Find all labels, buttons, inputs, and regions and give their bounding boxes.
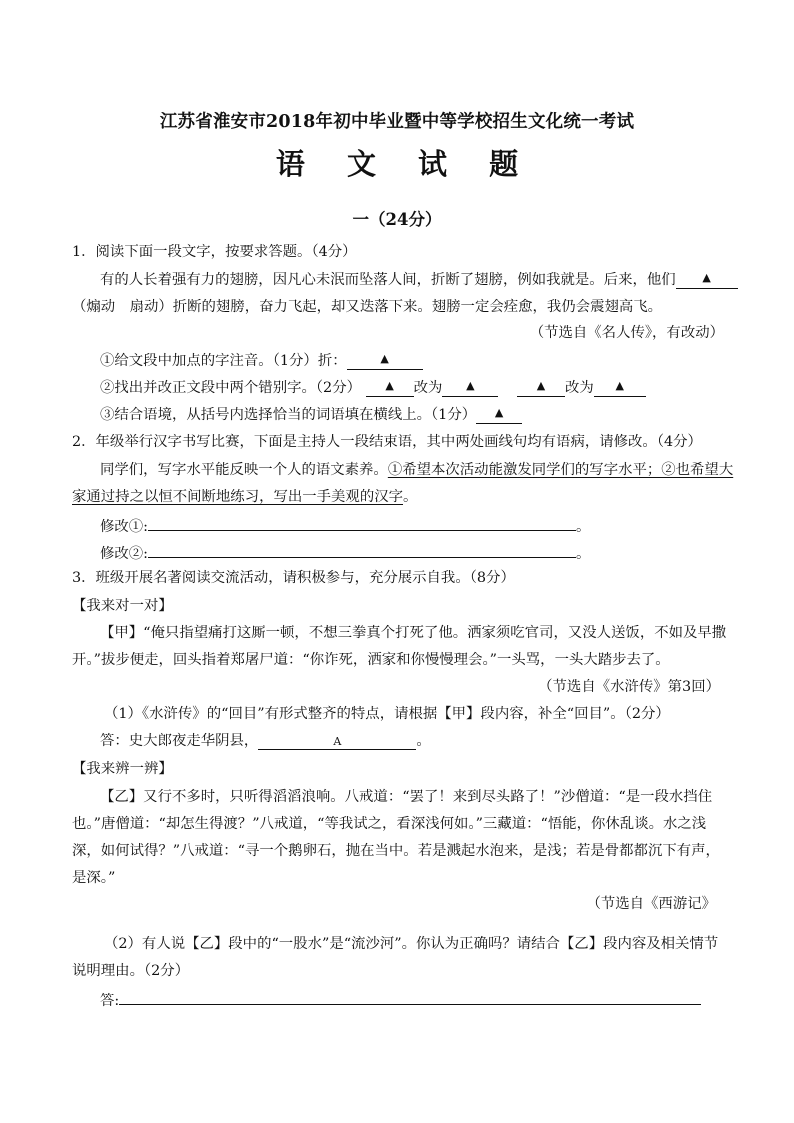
q2-fix2-label: 修改②: [100,546,149,562]
q1-sub2-blank3[interactable] [517,378,565,397]
q1-sub2-text: ②找出并改正文段中两个错别字。（2分） [100,380,361,396]
q3-sub1-blank[interactable] [258,731,416,750]
q1-sub2-blank1[interactable] [366,378,414,397]
q1-change-label: 改为 [564,380,594,396]
q2-underlined-sentence: 家通过持之以恒不间断地练习，写出一手美观的汉字 [72,489,403,505]
q2-underlined-sentence: ①希望本次活动能激发同学们的写字水平；②也希望大 [387,462,734,478]
q1-sub1-blank[interactable] [347,351,423,370]
q3-yi-line1: 【乙】又行不多时，只听得滔滔浪响。八戒道：“罢了！来到尽头路了！”沙僧道：“是一段水挡住 [100,789,713,805]
q3-yi-line4: 是深。” [72,870,116,886]
q3-sub1-blank-mark: A [333,735,342,748]
q2-para-line2 [72,487,417,507]
q3-sub2-answer [100,988,701,1011]
q3-jia-line2: 开。”拔步便走，回头指着郑屠尸道：“你诈死，洒家和你慢慢理会。”一头骂，一头大踏步去了。 [72,652,670,668]
q1-blank-word[interactable] [676,270,738,289]
q1-sub3 [100,405,522,425]
q2-fix1 [100,514,590,537]
q3-jia-line1: 【甲】“俺只指望痛打这厮一顿，不想三拳真个打死了他。洒家须吃官司，又没人送饭，不如及早撒 [100,625,727,641]
triangle-mark-icon: ▲ [702,271,711,284]
q3-yi-line2: 也。”唐僧道：“却怎生得渡？”八戒道，“等我试之，看深浅何如。”三藏道：“悟能，你休乱谈。水之浅 [72,816,707,832]
q2-para-line1 [100,460,733,480]
q3-yi-line3: 深，如何试得？”八戒道：“寻一个鹅卵石，抛在当中。若是溅起水泡来，是浅；若是骨都都沉下有声， [72,843,720,859]
q3-jia-source: （节选自《水浒传》第3回） [538,679,720,695]
q1-sub3-blank[interactable] [476,405,522,424]
q2-fix1-label: 修改①: [100,519,149,535]
q3-stem: 3．班级开展名著阅读交流活动，请积极参与，充分展示自我。（8分） [72,570,515,586]
q1-sub2-blank4[interactable] [594,378,646,397]
triangle-mark-icon: ▲ [536,379,546,392]
q1-source: （节选自《名人传》，有改动） [529,325,724,341]
triangle-mark-icon: ▲ [615,379,624,392]
q2-stem: 2．年级举行汉字书写比赛，下面是主持人一段结束语，其中两处画线句均有语病，请修改。（4分） [72,434,702,450]
q1-para-line1 [100,270,738,290]
q1-sub2 [100,378,646,398]
q3-part2-title: 【我来辨一辨】 [72,761,173,777]
triangle-mark-icon: ▲ [494,406,504,419]
q2-fix1-answer-line[interactable] [148,514,576,531]
q1-stem: 1．阅读下面一段文字，按要求答题。（4分） [72,244,357,260]
q1-sub3-text: ③结合语境，从括号内选择恰当的词语填在横线上。（1分） [100,407,477,423]
triangle-mark-icon: ▲ [380,352,389,365]
q3-sub2-answer-label: 答: [100,993,120,1009]
q1-para-line2: （煽动 扇动）折断的翅膀，奋力飞起，却又迭落下来。翅膀一定会痊愈，我仍会震翅高飞。 [72,299,663,315]
q3-sub1-period: 。 [416,733,431,749]
q2-fix2 [100,541,590,564]
section-title: 一（24分） [352,210,442,229]
q2-para-text: 同学们，写字水平能反映一个人的语文素养。 [100,462,388,478]
q1-sub1-text: ①给文段中加点的字注音。（1分）折： [100,353,347,369]
q1-para-text: 有的人长着强有力的翅膀，因凡心未泯而坠落人间，折断了翅膀，例如我就是。后来，他们 [100,272,676,288]
subject-title: 语 文 试 题 [275,147,535,181]
q1-sub2-blank2[interactable] [442,378,498,397]
q3-sub1-answer-label: 答：史大郎夜走华阴县， [100,733,259,749]
q2-fix2-answer-line[interactable] [148,541,576,558]
q3-part1-title: 【我来对一对】 [72,598,173,614]
q2-fix2-period: 。 [576,546,591,562]
q3-sub2-line1: （2）有人说【乙】段中的“一股水”是“流沙河”。你认为正确吗？请结合【乙】段内容及相关情节 [104,936,719,952]
exam-title: 江苏省淮安市2018年初中毕业暨中等学校招生文化统一考试 [159,112,635,132]
q2-para-end: 。 [403,489,418,505]
triangle-mark-icon: ▲ [385,379,394,392]
q3-sub1-answer [100,731,431,751]
q3-yi-source: （节选自《西游记》 [586,896,716,912]
q3-sub2-line2: 说明理由。（2分） [72,963,190,979]
q3-sub2-answer-line[interactable] [119,988,701,1005]
q1-sub1 [100,351,423,371]
q3-sub1: （1）《水浒传》的“回目”有形式整齐的特点，请根据【甲】段内容，补全“回目”。（2分） [104,706,670,722]
q1-change-label: 改为 [413,380,443,396]
q2-fix1-period: 。 [576,519,591,535]
triangle-mark-icon: ▲ [466,379,475,392]
